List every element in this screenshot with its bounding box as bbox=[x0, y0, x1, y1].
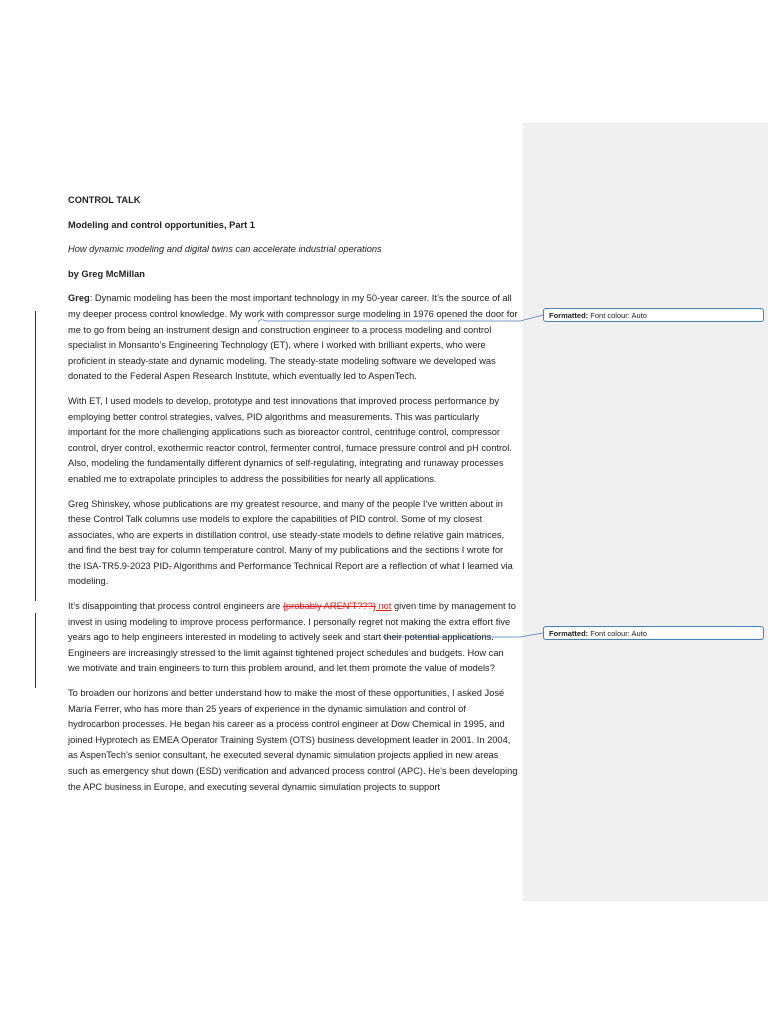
comment-detail: Font colour: Auto bbox=[590, 311, 647, 320]
paragraph-text: : Dynamic modeling has been the most important technology in my 50-year career. It’s the source of all my deeper process control knowledge. bbox=[68, 293, 512, 319]
paragraph-3 bbox=[68, 497, 518, 591]
paragraph-1 bbox=[68, 291, 518, 385]
comment-label: Formatted: bbox=[549, 311, 589, 320]
paragraph-text: given time by management to invest in using modeling to improve process performance. bbox=[68, 601, 516, 627]
byline: by Greg McMillan bbox=[68, 268, 145, 279]
paragraph-text: I personally regret not making the extra effort five years ago to help engineers interested in modeling to actively seek and start their potential applications. Engineers are increasingly stressed to the limit against tightened project schedules and budgets. How can we motivate and train engineers to turn this problem around, and let them promote the value of models? bbox=[68, 616, 511, 674]
article-subtitle: How dynamic modeling and digital twins can accelerate industrial operations bbox=[68, 244, 382, 255]
paragraph-4 bbox=[68, 599, 518, 677]
paragraph-5: To broaden our horizons and better understand how to make the most of these opportunities, I asked José María Ferrer, who has more than 25 years of experience in the dynamic simulation and control of hydrocarbon processes. He began his career as a process control engineer at Dow Chemical in 1995, and joined Hyprotech as EMEA Operator Training System (OTS) business development leader in 2001. In 2004, as AspenTech’s senior consultant, he executed several dynamic simulation projects applied in new areas such as emergency shut down (ESD) verification and advanced process control (APC). He’s been developing the APC business in Europe, and executing several dynamic simulation projects to support bbox=[68, 688, 518, 792]
comment-label: Formatted: bbox=[549, 629, 589, 638]
article-title: Modeling and control opportunities, Part 1 bbox=[68, 219, 255, 230]
speaker-name: Greg bbox=[68, 293, 90, 304]
deleted-text: {probably AREN’T???} bbox=[282, 601, 376, 612]
paragraph-2: With ET, I used models to develop, prototype and test innovations that improved process performance by employing better control strategies, valves, PID algorithms and measurements. This was particularly important for the more challenging applications such as bioreactor control, centrifuge control, compressor control, dryer control, exothermic reactor control, fermenter control, furnace pressure control and pH control. Also, modeling the fundamentally different dynamics of self-regulating, integrating and runaway processes enabled me to extrapolate principles to address the possibilities for nearly all applications. bbox=[68, 395, 512, 484]
paragraph-text: Algorithms and Performance Technical Report are a reflection of what I learned via modeling. bbox=[68, 560, 513, 587]
document-body bbox=[68, 193, 518, 804]
comment-balloon[interactable] bbox=[543, 308, 764, 322]
paragraph-text: My work with compressor surge modeling in 1976 opened the door for me to go from being an instrument design and construction engineer to a process modeling and control specialist in Monsanto’s Engineering Technology (ET), where I worked with brilliant experts, who were proficient in steady-state and dynamic modeling. The steady-state modeling software we developed was donated to the Federal Aspen Research Institute, which eventually led to AspenTech. bbox=[68, 308, 518, 382]
comment-detail: Font colour: Auto bbox=[590, 629, 647, 638]
comment-balloon[interactable] bbox=[543, 626, 764, 640]
inserted-text: not bbox=[375, 601, 392, 612]
paragraph-text: Greg Shinskey, whose publications are my greatest resource, and many of the people I’ve written about in these Control Talk columns use models to explore the capabilities of PID control. Some of my closest associates, who are experts in distillation control, use steady-state models to define relative gain matrices, and find the best tray for column temperature control. Many of my publications and the sections I wrote for the ISA-TR5.9-2023 PID bbox=[68, 498, 505, 571]
paragraph-text: It’s disappointing that process control engineers are bbox=[68, 601, 283, 612]
section-label: CONTROL TALK bbox=[68, 195, 141, 205]
deleted-text: , bbox=[168, 560, 172, 571]
